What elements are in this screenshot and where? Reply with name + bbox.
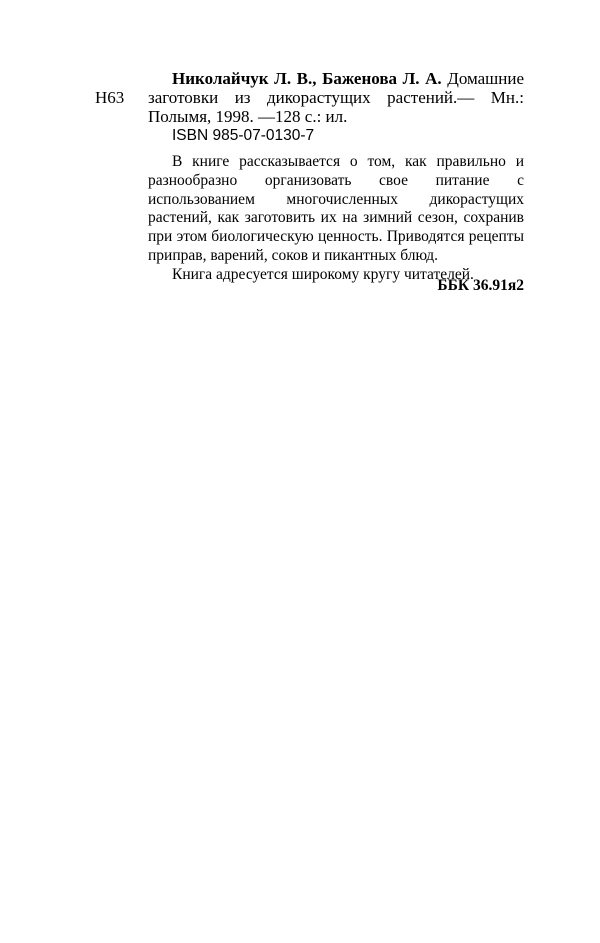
authors: Николайчук Л. В., Баженова Л. А. — [172, 69, 442, 88]
bbk-classification: ББК 36.91я2 — [437, 277, 524, 294]
annotation-paragraph-2: Книга адресуется широкому кругу читателей. — [172, 265, 474, 283]
isbn: ISBN 985-07-0130-7 — [172, 127, 315, 144]
bibliographic-description — [148, 69, 524, 126]
annotation — [148, 153, 524, 285]
bibliographic-entry — [148, 69, 524, 126]
catalog-code: Н63 — [95, 88, 125, 107]
title-and-imprint: Домашние заготовки из дикорастущих растений.— Мн.: Полымя, 1998. —128 с.: ил. — [148, 69, 525, 126]
annotation-paragraph-1: В книге рассказывается о том, как правильно и разнообразно организовать свое питание с использованием многочисленных дикорастущих растений, как заготовить их на зимний сезон, сохранив при этом биологическую ценность. Приводятся рецепты приправ, варений, соков и пикантных блюд. — [148, 153, 524, 264]
